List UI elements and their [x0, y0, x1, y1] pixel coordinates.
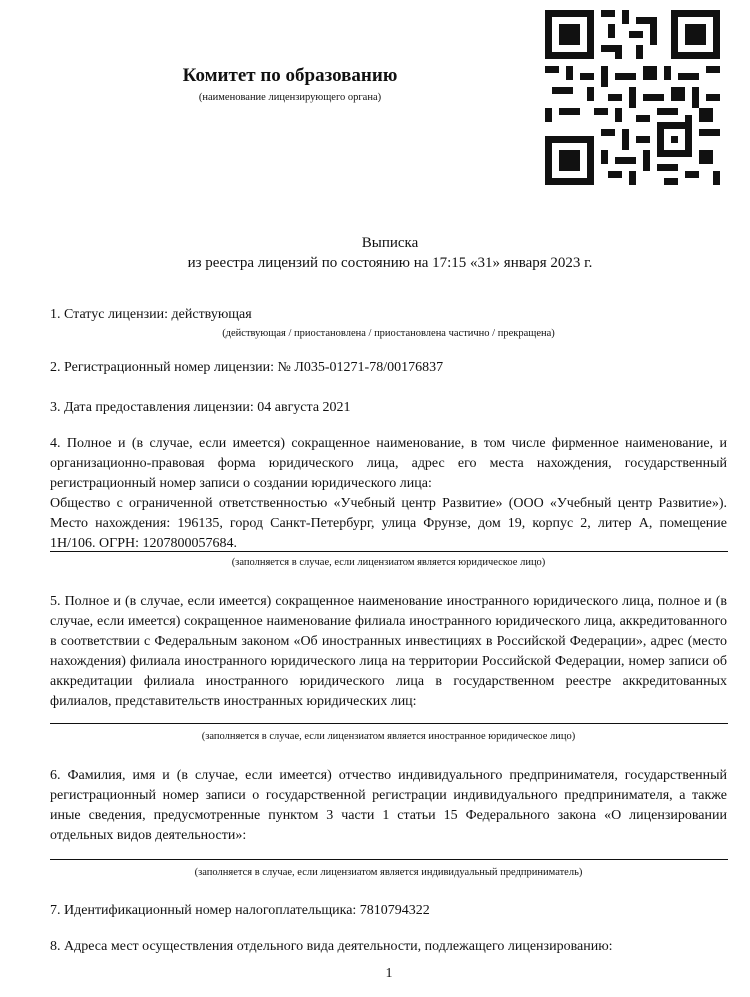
- section-7-inn: 7. Идентификационный номер налогоплательщика: 7810794322: [50, 903, 430, 918]
- section-4-underline: [50, 551, 728, 552]
- section-5-caption: (заполняется в случае, если лицензиатом является иностранное юридическое лицо): [201, 731, 576, 742]
- section-5-foreign-entity: 5. Полное и (в случае, если имеется) сокращенное наименование иностранного юридического лица, полное и (в случае, если имеется) сокращенное наименование филиала иностранного юридического лица, аккредитованного в соответствии с Федеральным законом «Об иностранных инвестициях в Российской Федерации», адрес (место нахождения) филиала иностранного юридического лица на территории Российской Федерации, номер записи об аккредитации филиала иностранного юридического лица в государственном реестре аккредитованных филиалов, представительств иностранных юридических лиц:: [50, 594, 727, 709]
- header: [140, 64, 440, 106]
- licensing-authority-name: Комитет по образованию: [182, 65, 398, 86]
- section-6-underline: [50, 859, 728, 860]
- section-1-caption: (действующая / приостановлена / приостановлена частично / прекращена): [222, 328, 555, 339]
- section-1-text: 1. Статус лицензии: действующая: [50, 307, 252, 322]
- section-4-legal-entity: [50, 434, 727, 554]
- title-line-2: из реестра лицензий по состоянию на 17:15 «31» января 2023 г.: [187, 255, 593, 271]
- qr-code: [545, 10, 720, 185]
- title-line-1: Выписка: [361, 235, 419, 251]
- section-2-registration-number: 2. Регистрационный номер лицензии: № Л035-01271-78/00176837: [50, 360, 444, 375]
- section-4-intro: 4. Полное и (в случае, если имеется) сокращенное наименование, в том числе фирменное наименование, и организационно-правовая форма юридического лица, адрес его места нахождения, государственный регистрационный номер записи о создании юридического лица:: [50, 436, 727, 491]
- page-number: 1: [385, 966, 393, 981]
- section-6-caption: (заполняется в случае, если лицензиатом является индивидуальный предприниматель): [194, 867, 583, 878]
- section-1-license-status: [50, 305, 727, 341]
- section-6-entrepreneur: 6. Фамилия, имя и (в случае, если имеется) отчество индивидуального предпринимателя, государственный регистрационный номер записи о государственной регистрации индивидуального предпринимателя, а также иные сведения, предусмотренные пунктом 3 части 1 статьи 15 Федерального закона «О лицензировании отдельных видов деятельности»:: [50, 768, 727, 843]
- licensing-authority-caption: (наименование лицензирующего органа): [198, 92, 382, 103]
- document-title: [0, 233, 750, 273]
- section-3-issue-date: 3. Дата предоставления лицензии: 04 августа 2021: [50, 400, 351, 415]
- section-5-underline: [50, 723, 728, 724]
- section-8-activity-addresses: 8. Адреса мест осуществления отдельного вида деятельности, подлежащего лицензированию:: [50, 939, 613, 954]
- section-4-caption: (заполняется в случае, если лицензиатом является юридическое лицо): [231, 557, 546, 568]
- section-4-value: Общество с ограниченной ответственностью «Учебный центр Развитие» (ООО «Учебный центр Развитие»). Место нахождения: 196135, город Санкт-Петербург, улица Фрунзе, дом 19, корпус 2, литер А, помещение 1Н/106. ОГРН: 1207800057684.: [50, 496, 727, 551]
